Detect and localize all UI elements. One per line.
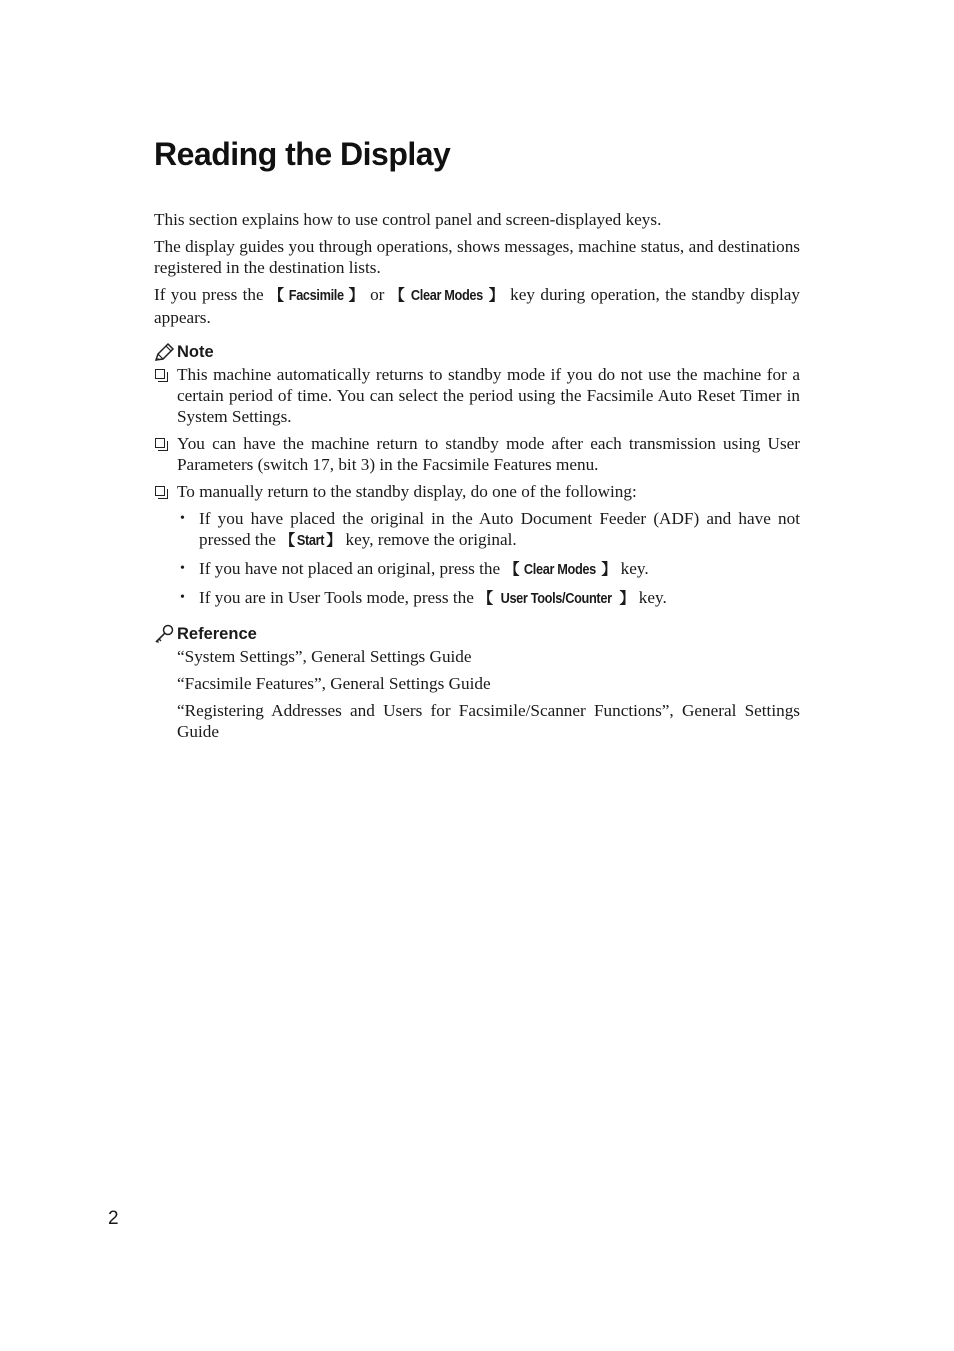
intro-paragraph-3: If you press the 【 Facsimile 】 or 【 Clear Modes 】 key during operation, the standby display appears. bbox=[154, 285, 800, 327]
user-tools-counter-key: User Tools/Counter bbox=[500, 591, 612, 607]
reference-item: “Registering Addresses and Users for Facsimile/Scanner Functions”, General Settings Guide bbox=[177, 701, 800, 741]
checkbox-glyph-icon bbox=[155, 369, 165, 379]
bullet-icon: • bbox=[180, 511, 185, 526]
checkbox-glyph-icon bbox=[155, 438, 165, 448]
page-content bbox=[154, 132, 800, 748]
reference-item: “System Settings”, General Settings Guide bbox=[177, 647, 472, 666]
reference-heading-label: Reference bbox=[177, 625, 257, 643]
intro-paragraph-1: This section explains how to use control panel and screen-displayed keys. bbox=[154, 210, 662, 229]
page-number: 2 bbox=[108, 1208, 119, 1229]
reference-item: “Facsimile Features”, General Settings Guide bbox=[177, 674, 491, 693]
magnifier-key-icon bbox=[154, 624, 176, 644]
clear-modes-key: Clear Modes bbox=[410, 288, 483, 304]
page-title: Reading the Display bbox=[154, 136, 451, 172]
bullet-item: • If you are in User Tools mode, press the 【 User Tools/Counter 】 key. bbox=[154, 587, 800, 610]
bullet-item: • If you have not placed an original, press the 【 Clear Modes 】 key. bbox=[154, 558, 800, 581]
bullet-icon: • bbox=[180, 590, 185, 605]
reference-heading bbox=[154, 624, 800, 644]
note-heading bbox=[154, 342, 800, 362]
bullet-icon: • bbox=[180, 561, 185, 576]
note-item: This machine automatically returns to standby mode if you do not use the machine for a certain period of time. You can select the period using the Facsimile Auto Reset Timer in System Settings. bbox=[154, 364, 800, 427]
note-heading-label: Note bbox=[177, 343, 214, 361]
bullet-item: • If you have placed the original in the Auto Document Feeder (ADF) and have not pressed the 【 Start 】 key, remove the original. bbox=[154, 508, 800, 552]
intro-paragraph-2: The display guides you through operations, shows messages, machine status, and destinations registered in the destination lists. bbox=[154, 237, 800, 277]
pencil-icon bbox=[154, 342, 176, 362]
start-key: Start bbox=[297, 533, 325, 549]
note-item: To manually return to the standby display, do one of the following: bbox=[154, 481, 800, 502]
facsimile-key: Facsimile bbox=[288, 288, 344, 304]
checkbox-glyph-icon bbox=[155, 486, 165, 496]
clear-modes-key: Clear Modes bbox=[524, 562, 597, 578]
note-item: You can have the machine return to standby mode after each transmission using User Parameters (switch 17, bit 3) in the Facsimile Features menu. bbox=[154, 433, 800, 475]
